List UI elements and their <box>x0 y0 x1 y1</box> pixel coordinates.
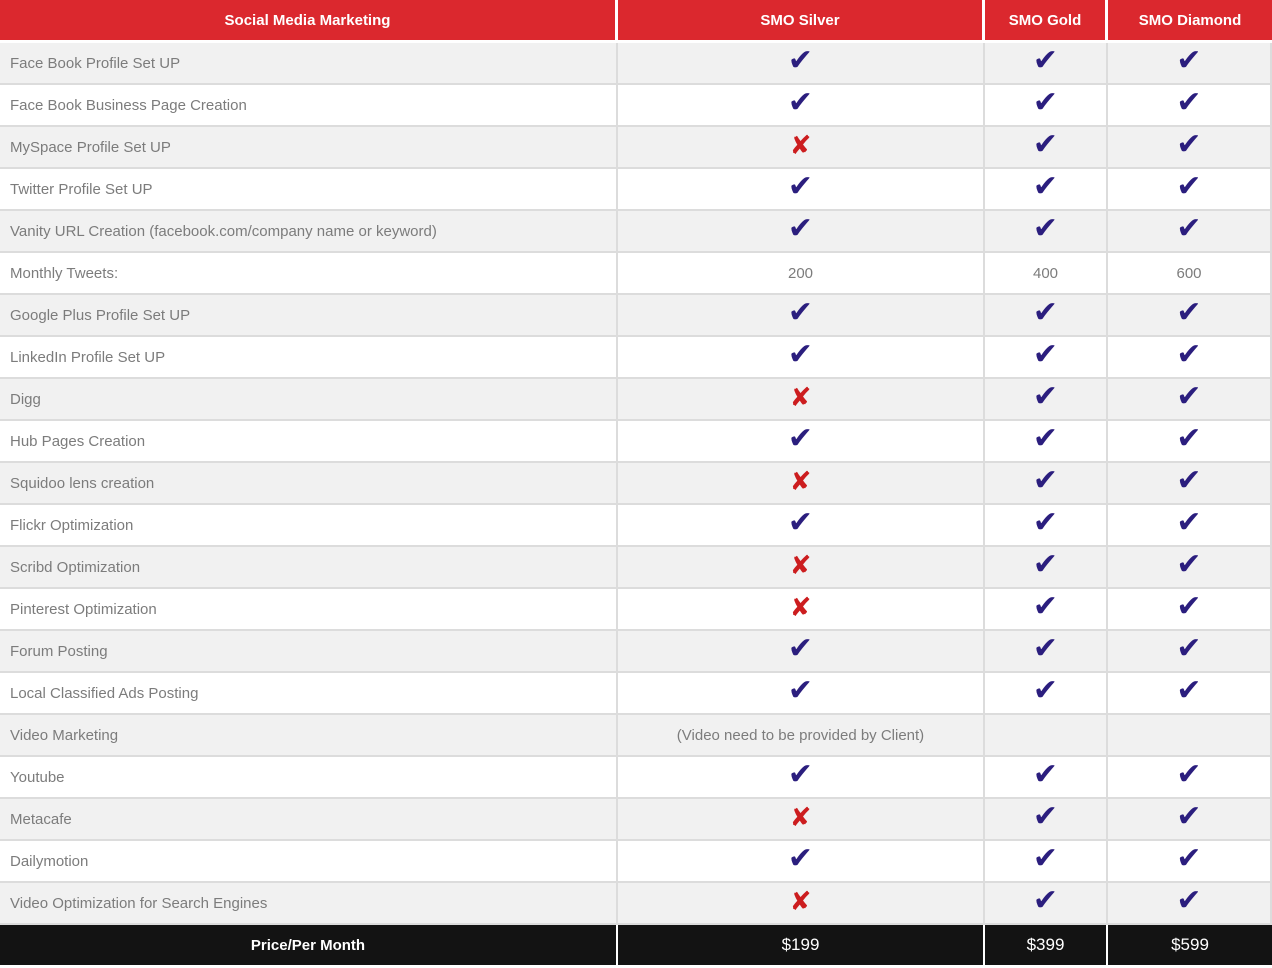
check-icon: ✔ <box>1176 127 1202 162</box>
table-cell <box>1108 799 1272 841</box>
cross-icon: ✘ <box>789 551 812 581</box>
table-row <box>0 337 1272 379</box>
table-title: Social Media Marketing <box>0 0 618 40</box>
check-icon: ✔ <box>1176 547 1202 582</box>
table-cell <box>1108 673 1272 715</box>
price-value: $599 <box>1171 935 1209 954</box>
check-icon: ✔ <box>1032 589 1059 624</box>
feature-label: Google Plus Profile Set UP <box>0 295 618 337</box>
check-icon: ✔ <box>787 85 814 120</box>
feature-label: Squidoo lens creation <box>0 463 618 505</box>
check-icon: ✔ <box>787 337 814 372</box>
table-cell <box>1108 841 1272 883</box>
table-cell <box>1108 547 1272 589</box>
check-icon: ✔ <box>787 211 814 246</box>
table-header-row <box>0 0 1272 43</box>
table-cell <box>985 169 1108 211</box>
table-row <box>0 715 1272 757</box>
feature-label: MySpace Profile Set UP <box>0 127 618 169</box>
table-cell <box>985 589 1108 631</box>
table-cell <box>618 883 985 925</box>
feature-label: Scribd Optimization <box>0 547 618 589</box>
table-cell <box>985 379 1108 421</box>
table-cell <box>985 505 1108 547</box>
check-icon: ✔ <box>787 673 814 708</box>
column-header-smo-gold: SMO Gold <box>985 0 1108 40</box>
cross-icon: ✘ <box>789 887 812 917</box>
check-icon: ✔ <box>787 169 814 204</box>
feature-label: Digg <box>0 379 618 421</box>
table-cell <box>1108 757 1272 799</box>
table-cell <box>1108 631 1272 673</box>
table-row <box>0 211 1272 253</box>
check-icon: ✔ <box>1032 673 1059 708</box>
check-icon: ✔ <box>1032 421 1059 456</box>
price-per-month-label: Price/Per Month <box>250 936 366 954</box>
table-row <box>0 85 1272 127</box>
price-value: $399 <box>1026 935 1065 954</box>
check-icon: ✔ <box>1032 799 1059 834</box>
check-icon: ✔ <box>787 43 814 78</box>
check-icon: ✔ <box>1176 631 1202 666</box>
table-row <box>0 589 1272 631</box>
price-cell-silver <box>618 925 985 965</box>
check-icon: ✔ <box>1032 295 1059 330</box>
check-icon: ✔ <box>1032 757 1059 792</box>
check-icon: ✔ <box>1032 505 1059 540</box>
table-row <box>0 379 1272 421</box>
table-cell <box>985 85 1108 127</box>
table-cell <box>1108 169 1272 211</box>
table-cell <box>618 463 985 505</box>
table-body <box>0 43 1272 925</box>
feature-label: Vanity URL Creation (facebook.com/company name or keyword) <box>0 211 618 253</box>
table-cell <box>618 337 985 379</box>
table-cell <box>1108 253 1272 295</box>
check-icon: ✔ <box>1176 421 1202 456</box>
table-row <box>0 883 1272 925</box>
table-cell <box>618 43 985 85</box>
table-row <box>0 505 1272 547</box>
check-icon: ✔ <box>1032 169 1059 204</box>
table-cell <box>1108 589 1272 631</box>
check-icon: ✔ <box>1032 547 1059 582</box>
table-cell <box>1108 421 1272 463</box>
table-cell <box>618 505 985 547</box>
table-cell <box>1108 883 1272 925</box>
table-row <box>0 631 1272 673</box>
feature-label: Forum Posting <box>0 631 618 673</box>
feature-label: Youtube <box>0 757 618 799</box>
check-icon: ✔ <box>1032 211 1059 246</box>
table-cell <box>618 631 985 673</box>
table-cell <box>985 127 1108 169</box>
table-cell <box>985 43 1108 85</box>
table-cell <box>618 295 985 337</box>
column-header-smo-diamond: SMO Diamond <box>1108 0 1272 40</box>
cell-value: (Video need to be provided by Client) <box>676 726 925 744</box>
check-icon: ✔ <box>1176 295 1202 330</box>
table-row <box>0 43 1272 85</box>
check-icon: ✔ <box>1176 841 1202 876</box>
cross-icon: ✘ <box>789 593 812 623</box>
table-cell <box>1108 43 1272 85</box>
table-cell <box>985 631 1108 673</box>
check-icon: ✔ <box>787 631 814 666</box>
check-icon: ✔ <box>1032 85 1059 120</box>
table-cell <box>985 337 1108 379</box>
table-cell <box>985 799 1108 841</box>
check-icon: ✔ <box>1176 211 1202 246</box>
price-cell-diamond <box>1108 925 1272 965</box>
check-icon: ✔ <box>1032 631 1059 666</box>
table-cell <box>1108 337 1272 379</box>
table-cell <box>618 715 985 757</box>
check-icon: ✔ <box>1032 43 1059 78</box>
table-cell <box>618 673 985 715</box>
check-icon: ✔ <box>1176 505 1202 540</box>
table-cell <box>985 841 1108 883</box>
table-cell <box>985 757 1108 799</box>
table-cell <box>618 211 985 253</box>
table-row <box>0 841 1272 883</box>
table-row <box>0 169 1272 211</box>
feature-label: Video Optimization for Search Engines <box>0 883 618 925</box>
table-cell <box>618 421 985 463</box>
table-row <box>0 253 1272 295</box>
cell-value: 200 <box>787 264 814 282</box>
check-icon: ✔ <box>1176 757 1202 792</box>
table-cell <box>1108 379 1272 421</box>
feature-label: Video Marketing <box>0 715 618 757</box>
table-cell <box>618 169 985 211</box>
table-cell <box>1108 85 1272 127</box>
cross-icon: ✘ <box>789 803 812 833</box>
feature-label: Face Book Profile Set UP <box>0 43 618 85</box>
table-row <box>0 673 1272 715</box>
cell-value: 400 <box>1032 264 1059 282</box>
check-icon: ✔ <box>1176 43 1202 78</box>
feature-label: LinkedIn Profile Set UP <box>0 337 618 379</box>
check-icon: ✔ <box>787 841 814 876</box>
table-cell <box>618 757 985 799</box>
table-cell <box>985 211 1108 253</box>
table-cell <box>618 253 985 295</box>
column-header-smo-silver: SMO Silver <box>618 0 985 40</box>
cross-icon: ✘ <box>789 131 812 161</box>
table-cell <box>1108 127 1272 169</box>
price-cell-gold <box>985 925 1108 965</box>
table-cell <box>1108 295 1272 337</box>
check-icon: ✔ <box>1032 127 1059 162</box>
check-icon: ✔ <box>1176 463 1202 498</box>
table-cell <box>985 547 1108 589</box>
table-cell <box>618 589 985 631</box>
table-cell <box>1108 715 1272 757</box>
check-icon: ✔ <box>1176 883 1202 918</box>
table-cell <box>1108 463 1272 505</box>
cell-value: 600 <box>1176 264 1202 282</box>
feature-label: Pinterest Optimization <box>0 589 618 631</box>
feature-label: Dailymotion <box>0 841 618 883</box>
table-footer-row <box>0 925 1272 965</box>
check-icon: ✔ <box>1176 85 1202 120</box>
check-icon: ✔ <box>1032 841 1059 876</box>
feature-label: Flickr Optimization <box>0 505 618 547</box>
check-icon: ✔ <box>1032 379 1059 414</box>
feature-label: Monthly Tweets: <box>0 253 618 295</box>
check-icon: ✔ <box>1032 883 1059 918</box>
table-cell <box>985 253 1108 295</box>
table-cell <box>985 421 1108 463</box>
feature-label: Hub Pages Creation <box>0 421 618 463</box>
table-cell <box>1108 211 1272 253</box>
table-row <box>0 421 1272 463</box>
feature-label: Local Classified Ads Posting <box>0 673 618 715</box>
cross-icon: ✘ <box>789 467 812 497</box>
table-row <box>0 799 1272 841</box>
table-row <box>0 127 1272 169</box>
table-row <box>0 757 1272 799</box>
check-icon: ✔ <box>787 421 814 456</box>
feature-label: Metacafe <box>0 799 618 841</box>
check-icon: ✔ <box>1176 673 1202 708</box>
table-row <box>0 295 1272 337</box>
feature-label: Face Book Business Page Creation <box>0 85 618 127</box>
footer-label-cell <box>0 925 618 965</box>
table-cell <box>985 295 1108 337</box>
table-cell <box>618 547 985 589</box>
check-icon: ✔ <box>1032 463 1059 498</box>
check-icon: ✔ <box>787 295 814 330</box>
table-cell <box>985 883 1108 925</box>
table-cell <box>618 85 985 127</box>
check-icon: ✔ <box>1176 169 1202 204</box>
cross-icon: ✘ <box>789 383 812 413</box>
table-cell <box>985 463 1108 505</box>
table-cell <box>618 127 985 169</box>
table-cell <box>985 715 1108 757</box>
check-icon: ✔ <box>787 757 814 792</box>
check-icon: ✔ <box>1032 337 1059 372</box>
table-cell <box>618 799 985 841</box>
table-cell <box>985 673 1108 715</box>
check-icon: ✔ <box>1176 337 1202 372</box>
table-row <box>0 547 1272 589</box>
check-icon: ✔ <box>1176 799 1202 834</box>
table-row <box>0 463 1272 505</box>
table-cell <box>1108 505 1272 547</box>
table-cell <box>618 841 985 883</box>
check-icon: ✔ <box>787 505 814 540</box>
price-value: $199 <box>781 935 820 954</box>
check-icon: ✔ <box>1176 379 1202 414</box>
feature-label: Twitter Profile Set UP <box>0 169 618 211</box>
table-cell <box>618 379 985 421</box>
check-icon: ✔ <box>1176 589 1202 624</box>
